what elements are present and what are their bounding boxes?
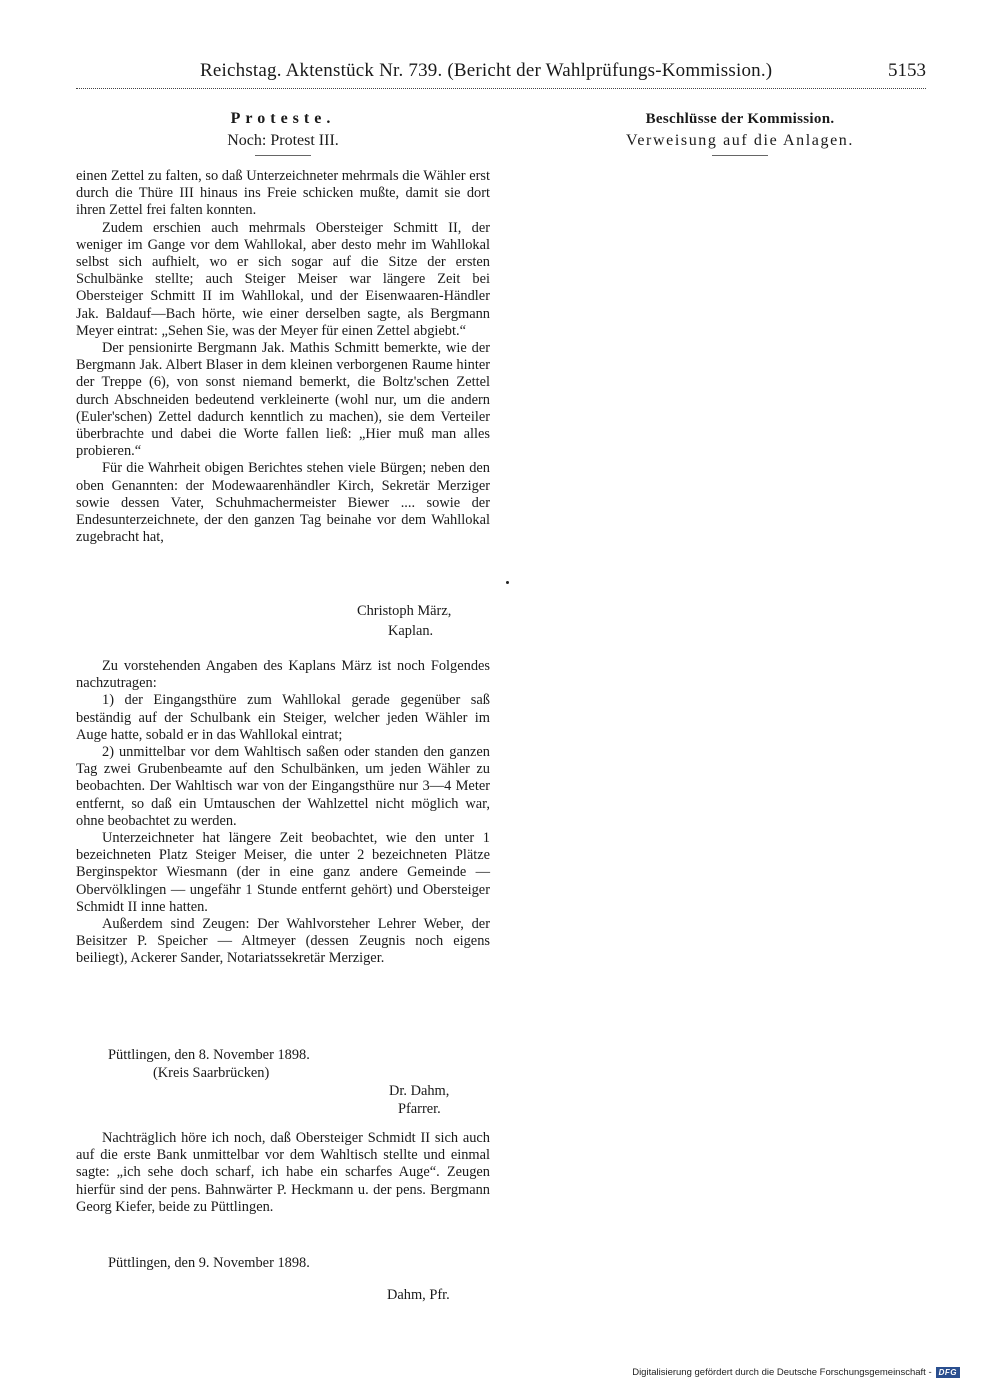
place-date: Püttlingen, den 9. November 1898. xyxy=(108,1255,310,1271)
left-column-subheading: Noch: Protest III. xyxy=(227,132,339,149)
margin-mark xyxy=(506,581,509,584)
left-column xyxy=(76,108,490,1303)
signature-name: Dr. Dahm, xyxy=(389,1083,450,1099)
header-rule xyxy=(76,88,926,89)
signature-title: Kaplan. xyxy=(388,623,434,639)
signature-name: Christoph März, xyxy=(357,603,452,619)
paragraph: Für die Wahrheit obigen Berichtes stehen viele Bürgen; neben den oben Genannten: der Modewaarenhändler Kirch, Sekretär Merziger sowie dessen Vater, Schuhmachermeister Biewer .... sowie der Endesunterzeichnete, der den ganzen Tag beinahe vor dem Wahllokal zugebracht hat, xyxy=(76,460,490,546)
footer xyxy=(632,1367,960,1378)
heading-rule xyxy=(712,155,768,156)
paragraph: Der pensionirte Bergmann Jak. Mathis Schmitt bemerkte, wie der Bergmann Jak. Albert Blaser in dem kleinen verborgenen Raume hinter der Treppe (6), von sonst niemand bemerkt, die Boltz'schen Zettel durch Abschneiden bedeutend verkleinerte (wohl nur, um die andern (Euler'schen) Zettel dadurch kenntlich zu machen), sie dem Verteiler überbrachte und dabei die Worte fallen ließ: „Hier muß man alles probieren.“ xyxy=(76,340,490,460)
right-column xyxy=(560,108,920,156)
right-column-subheading: Verweisung auf die Anlagen. xyxy=(625,132,855,149)
running-header xyxy=(76,58,926,86)
paragraph: 2) unmittelbar vor dem Wahltisch saßen oder standen den ganzen Tag zwei Grubenbeamte auf den Schulbänken, um jeden Wähler zu beobachten. Der Wahltisch war von der Eingangsthüre nur 3—4 Meter entfernt, so daß ein Umtauschen der Wahlzettel nicht möglich war, ohne beobachtet zu werden. xyxy=(76,744,490,829)
right-column-heading: Beschlüsse der Kommission. xyxy=(645,111,835,127)
left-column-heading: Proteste. xyxy=(230,110,336,127)
paragraph: Zudem erschien auch mehrmals Obersteiger Schmitt II, der weniger im Gange vor dem Wahllokal, aber desto mehr im Wahllokal selbst sich aufhielt, wo er sich sogar auf die Sitze der ersten Schulbänke stellte; auch Steiger Meiser war längere Zeit bei Obersteiger Schmitt II im Wahllokal, und der Eisenwaaren-Händler Jak. Baldauf—Bach hörte, wie einer derselben sagte, als Bergmann Meyer eintrat: „Sehen Sie, was der Meyer für einen Zettel abgiebt.“ xyxy=(76,219,490,339)
postscript-text xyxy=(76,1130,490,1216)
paragraph: Zu vorstehenden Angaben des Kaplans März ist noch Folgendes nachzutragen: xyxy=(76,658,490,692)
header-title: Reichstag. Aktenstück Nr. 739. (Bericht der Wahlprüfungs-Kommission.) xyxy=(200,60,773,81)
protest-text-block-1 xyxy=(76,168,490,546)
protest-text-block-2 xyxy=(76,658,490,968)
heading-rule xyxy=(255,155,311,156)
footer-text: Digitalisierung gefördert durch die Deutsche Forschungsgemeinschaft - xyxy=(632,1367,932,1378)
dfg-logo-icon: DFG xyxy=(936,1367,960,1378)
paragraph: Außerdem sind Zeugen: Der Wahlvorsteher Lehrer Weber, der Beisitzer P. Speicher — Altmeyer (dessen Zeugnis noch eigens beiliegt), Ackerer Sander, Notariatssekretär Merziger. xyxy=(76,916,490,967)
paragraph: einen Zettel zu falten, so daß Unterzeichneter mehrmals die Wähler erst durch die Thüre III hinaus ins Freie schicken mußte, damit sie dort ihren Zettel frei falten konnten. xyxy=(76,168,490,219)
paragraph: 1) der Eingangsthüre zum Wahllokal gerade gegenüber saß beständig auf der Schulbank ein Steiger, welcher jeden Wähler im Auge hatte, sobald er in das Wahllokal eintrat; xyxy=(76,692,490,743)
place-date-sub: (Kreis Saarbrücken) xyxy=(153,1065,270,1081)
place-date: Püttlingen, den 8. November 1898. xyxy=(108,1047,310,1063)
signature-title: Pfarrer. xyxy=(398,1101,441,1117)
paragraph: Unterzeichneter hat längere Zeit beobachtet, wie den unter 1 bezeichneten Platz Steiger Meiser, die unter 2 bezeichneten Plätze Berginspektor Wiesmann (der in eine ganz andere Gemeinde — Obervölklingen — ungefähr 1 Stunde entfernt gehört) und Obersteiger Schmidt II inne hatten. xyxy=(76,830,490,915)
page-number: 5153 xyxy=(888,60,926,81)
signature-name: Dahm, Pfr. xyxy=(387,1287,450,1303)
paragraph: Nachträglich höre ich noch, daß Obersteiger Schmidt II sich auch auf die erste Bank unmittelbar vor dem Wahltisch stellte und einmal sagte: „ich sehe doch scharf, ich habe ein scharfes Auge“. Zeugen hierfür sind der pens. Bahnwärter P. Heckmann u. der pens. Bergmann Georg Kiefer, beide zu Püttlingen. xyxy=(76,1130,490,1215)
